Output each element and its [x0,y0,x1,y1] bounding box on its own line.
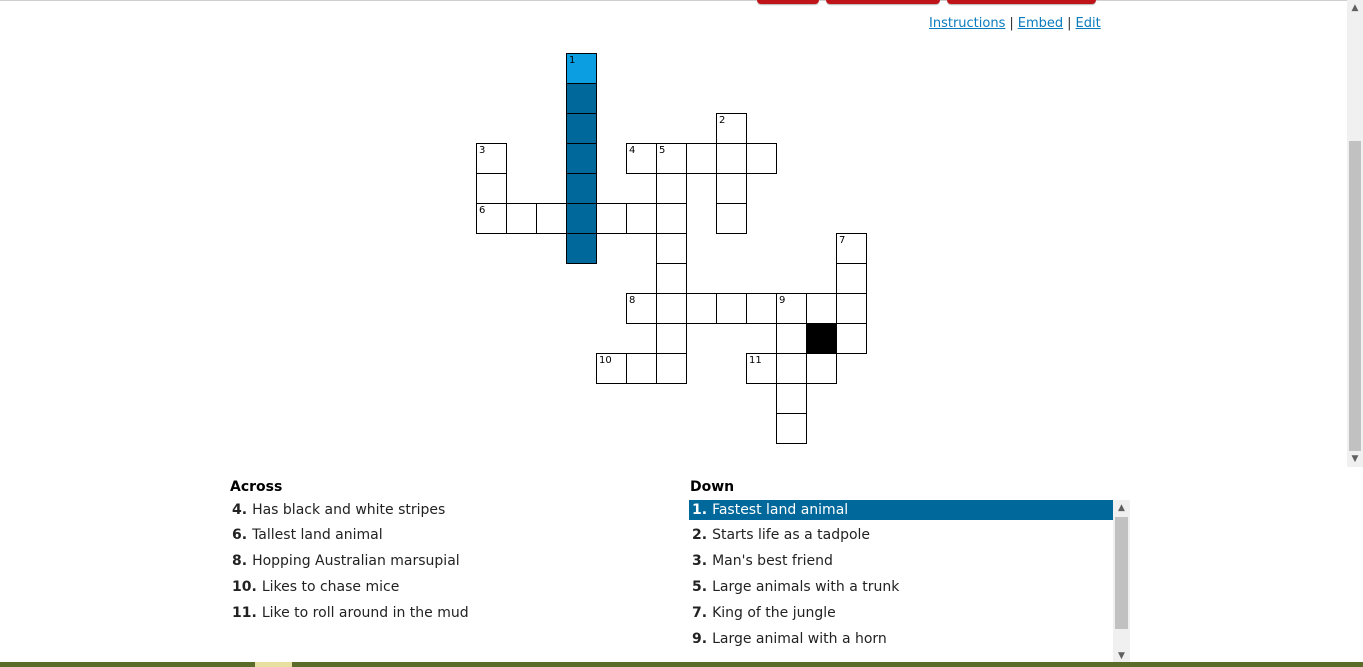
clue-text: Fastest land animal [712,502,849,518]
across-heading: Across [230,479,283,495]
clue-text: Hopping Australian marsupial [252,553,460,569]
down-list-scrollbar[interactable] [1113,500,1130,665]
grid-cell[interactable] [836,263,867,294]
scroll-up-arrow-icon[interactable]: ▲ [1118,503,1125,513]
grid-cell[interactable] [806,353,837,384]
clue-number: 3. [692,553,708,569]
clue-number: 10. [232,579,257,595]
grid-cell[interactable] [656,353,687,384]
embed-link[interactable]: Embed [1017,16,1064,31]
scrollbar-thumb[interactable] [1115,517,1128,629]
grid-cell[interactable] [716,113,747,144]
grid-cell[interactable] [776,293,807,324]
clue-text: Like to roll around in the mud [261,605,469,621]
cell-number: 10 [599,355,612,366]
grid-cell[interactable] [536,203,567,234]
grid-block [806,323,837,354]
grid-cell[interactable] [746,293,777,324]
cell-number: 9 [779,295,786,306]
grid-cell[interactable] [656,173,687,204]
grid-cell[interactable] [686,143,717,174]
grid-cell[interactable] [566,233,597,264]
clue-text: King of the jungle [712,605,836,621]
down-clue-item[interactable] [689,577,1113,597]
clue-text: Man's best friend [712,553,833,569]
cell-number: 1 [569,55,576,66]
link-separator: | [1009,16,1014,31]
grid-cell[interactable] [716,143,747,174]
grid-cell[interactable] [656,143,687,174]
grid-cell[interactable] [566,53,597,84]
edit-link[interactable]: Edit [1075,16,1101,31]
across-clue-item[interactable] [229,577,399,597]
down-heading: Down [690,479,735,495]
bottom-bar [0,662,1363,667]
across-clue-item[interactable] [229,551,460,571]
bottom-tab[interactable] [255,662,292,667]
clue-number: 7. [692,605,708,621]
grid-cell[interactable] [656,233,687,264]
grid-cell[interactable] [686,293,717,324]
down-clue-item[interactable] [689,629,1113,649]
clue-text: Tallest land animal [252,527,383,543]
grid-cell[interactable] [656,323,687,354]
clue-number: 6. [232,527,248,543]
grid-cell[interactable] [566,113,597,144]
grid-cell[interactable] [776,323,807,354]
grid-cell[interactable] [776,353,807,384]
cell-number: 2 [719,115,726,126]
grid-cell[interactable] [476,173,507,204]
grid-cell[interactable] [776,413,807,444]
scrollbar-thumb[interactable] [1349,141,1361,451]
cell-number: 5 [659,145,666,156]
grid-cell[interactable] [656,263,687,294]
scroll-up-arrow-icon[interactable]: ▲ [1351,3,1359,13]
clue-text: Likes to chase mice [261,579,400,595]
grid-cell[interactable] [656,293,687,324]
grid-cell[interactable] [836,323,867,354]
across-clue-item[interactable] [229,500,445,520]
grid-cell[interactable] [476,143,507,174]
grid-cell[interactable] [836,293,867,324]
link-separator: | [1067,16,1072,31]
clue-number: 4. [232,502,248,518]
clue-text: Starts life as a tadpole [712,527,871,543]
grid-cell[interactable] [776,383,807,414]
down-clue-item[interactable] [689,500,1113,520]
grid-cell[interactable] [656,203,687,234]
across-clue-list [229,500,669,650]
cell-number: 3 [479,145,486,156]
grid-cell[interactable] [716,173,747,204]
instructions-link[interactable]: Instructions [929,16,1006,31]
clue-number: 11. [232,605,257,621]
scroll-down-arrow-icon[interactable]: ▼ [1351,454,1359,464]
grid-cell[interactable] [746,143,777,174]
grid-cell[interactable] [626,203,657,234]
cell-number: 6 [479,205,486,216]
across-clue-item[interactable] [229,525,383,545]
cell-number: 4 [629,145,636,156]
clue-number: 5. [692,579,708,595]
clue-number: 8. [232,553,248,569]
cell-number: 11 [749,355,762,366]
clue-number: 9. [692,631,708,647]
clue-number: 2. [692,527,708,543]
down-clue-list [689,500,1113,660]
clue-text: Large animals with a trunk [712,579,900,595]
grid-cell[interactable] [626,353,657,384]
cell-number: 8 [629,295,636,306]
grid-cell[interactable] [716,203,747,234]
down-clue-item[interactable] [689,603,1113,623]
scroll-down-arrow-icon[interactable]: ▼ [1118,651,1125,661]
clue-number: 1. [692,502,708,518]
grid-cell[interactable] [836,233,867,264]
grid-cell[interactable] [566,143,597,174]
down-clue-item[interactable] [689,525,1113,545]
grid-cell[interactable] [716,293,747,324]
grid-cell[interactable] [596,353,627,384]
grid-cell[interactable] [626,293,657,324]
grid-cell[interactable] [476,203,507,234]
grid-cell[interactable] [566,83,597,114]
cell-number: 7 [839,235,846,246]
clue-text: Large animal with a horn [712,631,887,647]
grid-cell[interactable] [566,173,597,204]
grid-cell[interactable] [626,143,657,174]
grid-cell[interactable] [596,203,627,234]
grid-cell[interactable] [566,203,597,234]
page-scrollbar[interactable] [1347,0,1363,467]
across-clue-item[interactable] [229,603,469,623]
grid-cell[interactable] [746,353,777,384]
clue-text: Has black and white stripes [252,502,446,518]
down-clue-item[interactable] [689,551,1113,571]
grid-cell[interactable] [806,293,837,324]
grid-cell[interactable] [506,203,537,234]
